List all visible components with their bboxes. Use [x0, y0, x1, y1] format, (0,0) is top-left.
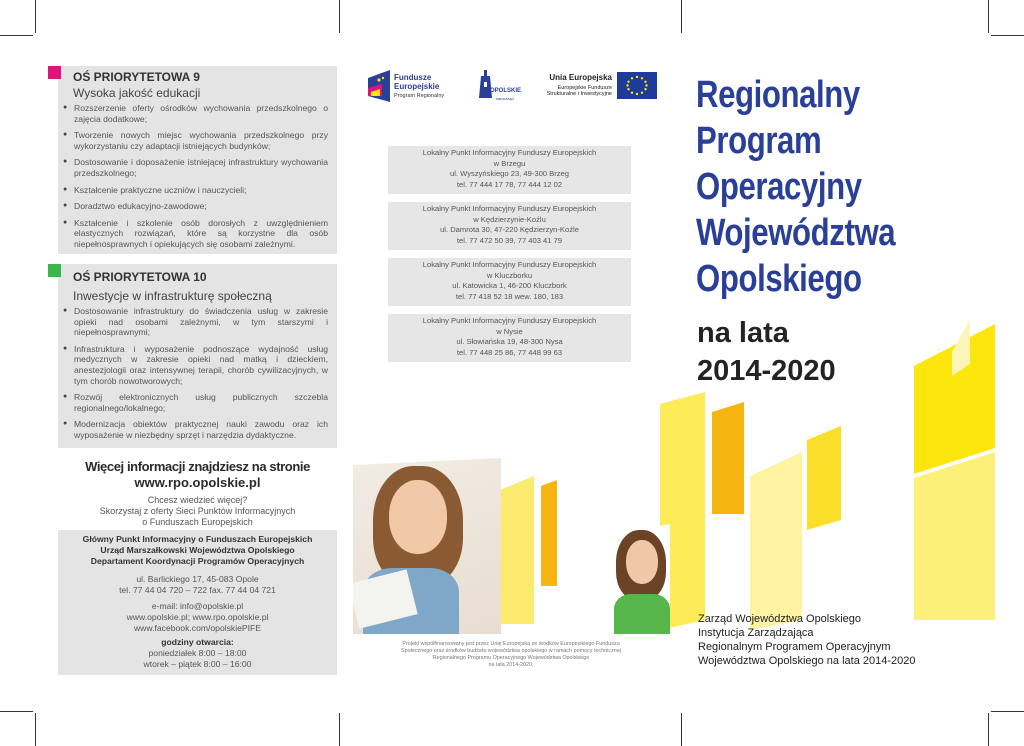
list-item: ● Kształcenie i szkolenie osób dorosłych z uwzględnieniem elastycznych rozwiązań, które są korzystne dla osób niepełnosprawnych i opiekujących się osobami zależnymi. — [63, 218, 328, 250]
ue-logo-line1: Unia Europejska — [549, 73, 612, 82]
tower-icon — [476, 68, 496, 100]
local-point-city: w Brzegu — [493, 158, 526, 168]
yellow-parallelogram — [914, 324, 995, 474]
title-line: Województwa — [696, 212, 896, 254]
fe-logo-line3: Program Regionalny — [394, 93, 445, 99]
years-line: 2014-2020 — [697, 355, 836, 387]
ue-logo-line3: Strukturalne i Inwestycyjne — [546, 91, 612, 97]
main-point-line2: Urząd Marszałkowski Województwa Opolskiego — [100, 545, 295, 555]
light-yellow-parallelogram — [750, 452, 802, 630]
local-point-title: Lokalny Punkt Informacyjny Funduszy Europejskich — [422, 148, 597, 157]
yellow-parallelogram — [807, 426, 841, 530]
offer-text: Skorzystaj z oferty Sieci Punktów Informacyjnych — [99, 506, 296, 516]
list-item: ● Dostosowanie infrastruktury do świadczenia usług w zakresie opieki nad osobami zależnymi, w tym starszymi i niepełnosprawnymi; — [63, 306, 328, 338]
fe-logo-line1: Fundusze — [394, 73, 432, 82]
opening-hours-2: wtorek – piątek 8:00 – 16:00 — [143, 659, 252, 669]
program-title — [696, 72, 895, 302]
crop-mark — [35, 0, 36, 33]
more-info-heading: Więcej informacji znajdziesz na stronie — [85, 459, 310, 474]
local-point-title: Lokalny Punkt Informacyjny Funduszy Europejskich — [422, 260, 597, 269]
want-know-text: Chcesz wiedzieć więcej? — [147, 495, 248, 505]
axis10-bullet-list — [63, 306, 328, 447]
photo-smiling-woman — [610, 524, 670, 634]
fe-logo-line2: Europejskie — [394, 82, 440, 91]
local-point-phone: tel. 77 472 50 39, 77 403 41 79 — [456, 235, 563, 245]
authority-line: Regionalnym Programem Operacyjnym — [698, 641, 891, 653]
opening-hours-1: poniedziałek 8:00 – 18:00 — [148, 648, 247, 658]
crop-mark — [988, 0, 989, 33]
local-point-city: w Kluczborku — [486, 270, 533, 280]
orange-parallelogram — [541, 480, 557, 586]
cofinance-note — [360, 641, 662, 669]
yellow-parallelogram — [914, 452, 995, 620]
yellow-parallelogram — [500, 476, 534, 624]
cofinance-line: Projekt współfinansowany jest przez Unię Europejską ze środków Europejskiego Funduszu — [402, 641, 620, 647]
fold-mark — [339, 713, 340, 746]
axis9-title: OŚ PRIORYTETOWA 9 — [73, 70, 200, 84]
website-link[interactable]: www.rpo.opolskie.pl — [134, 475, 261, 490]
ue-logo-line2: Europejskie Fundusze — [557, 85, 612, 91]
opening-hours-label: godziny otwarcia: — [161, 637, 234, 647]
axis9-bullet-list — [63, 103, 328, 256]
fe-logo — [368, 70, 468, 104]
eu-flag-icon — [617, 72, 657, 99]
years-line: na lata — [697, 317, 789, 349]
local-point-brzeg — [388, 146, 631, 194]
local-point-kedzierzyn — [388, 202, 631, 250]
local-point-address: ul. Słowiańska 19, 48-300 Nysa — [456, 337, 563, 346]
opolskie-logo-sub: samorząd — [496, 96, 514, 101]
list-item: ● Modernizacja obiektów praktycznej nauki zawodu oraz ich wyposażenie w niezbędny sprzęt i narzędzia dydaktyczne. — [63, 419, 328, 440]
local-point-address: ul. Damrota 30, 47-220 Kędzierzyn-Koźle — [440, 225, 579, 234]
managing-authority — [698, 612, 916, 668]
axis10-title: OŚ PRIORYTETOWA 10 — [73, 270, 207, 284]
local-point-phone: tel. 77 448 25 86, 77 448 99 63 — [456, 347, 563, 357]
main-point-line1: Główny Punkt Informacyjny o Funduszach Europejskich — [82, 534, 313, 544]
main-point-address: ul. Barlickiego 17, 45-083 Opole — [136, 574, 259, 584]
title-line: Program — [696, 120, 822, 162]
fold-mark — [681, 713, 682, 746]
program-years — [697, 314, 836, 390]
authority-line: Zarząd Województwa Opolskiego — [698, 613, 862, 625]
main-point-www[interactable]: www.opolskie.pl; www.rpo.opolskie.pl — [126, 612, 269, 622]
local-point-city: w Nysie — [496, 326, 523, 336]
axis10-square — [48, 264, 61, 277]
main-point-phone: tel. 77 44 04 720 – 722 fax. 77 44 04 721 — [119, 585, 276, 595]
list-item: ● Dostosowanie i doposażenie istniejącej infrastruktury wychowania przedszkolnego; — [63, 157, 328, 178]
opolskie-logo — [472, 68, 528, 106]
fold-mark — [339, 0, 340, 33]
title-line: Opolskiego — [696, 258, 862, 300]
local-point-address: ul. Wyszyńskiego 23, 49-300 Brzeg — [450, 169, 569, 178]
fe-flag-icon — [368, 70, 390, 102]
cofinance-line: na lata 2014-2020. — [488, 662, 534, 668]
offer-text-2: o Funduszach Europejskich — [142, 517, 253, 527]
crop-mark — [35, 713, 36, 746]
list-item: ● Infrastruktura i wyposażenie podnoszące wydajność usług medycznych w zakresie opieki nad matką i dzieckiem, anestezjologii oraz intensywnej terapii, chorób cywilizacyjnych, w tym chorób nowotworowych; — [63, 344, 328, 386]
authority-line: Instytucja Zarządzająca — [698, 627, 814, 639]
crop-mark — [0, 711, 33, 712]
axis9-subtitle: Wysoka jakość edukacji — [73, 86, 201, 100]
list-item: ● Rozszerzenie oferty ośrodków wychowania przedszkolnego o zajęcia dodatkowe; — [63, 103, 328, 124]
crop-mark — [0, 35, 33, 36]
crop-mark — [991, 35, 1024, 36]
crop-mark — [991, 711, 1024, 712]
axis10-subtitle: Inwestycje w infrastrukturę społeczną — [73, 289, 272, 303]
list-item: ● Tworzenie nowych miejsc wychowania przedszkolnego przy wykorzystaniu czy adaptacji istniejących budynków; — [63, 130, 328, 151]
main-point-line3: Departament Koordynacji Programów Operacyjnych — [90, 556, 305, 566]
axis9-square — [48, 66, 61, 79]
title-line: Regionalny — [696, 74, 860, 116]
list-item: ● Kształcenie praktyczne uczniów i nauczycieli; — [63, 185, 328, 196]
orange-parallelogram — [712, 402, 744, 514]
local-point-address: ul. Katowicka 1, 46-200 Kluczbork — [452, 281, 567, 290]
title-line: Operacyjny — [696, 166, 862, 208]
local-point-kluczbork — [388, 258, 631, 306]
list-item: ● Doradztwo edukacyjno-zawodowe; — [63, 201, 328, 212]
local-point-phone: tel. 77 444 17 78, 77 444 12 02 — [456, 179, 563, 189]
local-point-phone: tel. 77 418 52 18 wew. 180, 183 — [455, 291, 564, 301]
authority-line: Województwa Opolskiego na lata 2014-2020 — [698, 655, 916, 667]
local-point-title: Lokalny Punkt Informacyjny Funduszy Europejskich — [422, 316, 597, 325]
fold-mark — [681, 0, 682, 33]
crop-mark — [988, 713, 989, 746]
opolskie-logo-text: OPOLSKIE — [490, 88, 522, 94]
photo-girl-with-book — [353, 458, 501, 634]
main-point-email[interactable]: e-mail: info@opolskie.pl — [151, 601, 244, 611]
list-item: ● Rozwój elektronicznych usług publicznych szczebla regionalnego/lokalnego; — [63, 392, 328, 413]
cofinance-line: Społecznego oraz środków budżetu województwa opolskiego w ramach pomocy technicznej — [401, 648, 621, 654]
cofinance-line: Regionalnego Programu Operacyjnego Województwa Opolskiego — [432, 655, 590, 661]
local-point-title: Lokalny Punkt Informacyjny Funduszy Europejskich — [422, 204, 597, 213]
ue-logo-text — [530, 73, 612, 97]
main-point-facebook[interactable]: www.facebook.com/opolskiePIFE — [133, 623, 262, 633]
local-point-city: w Kędzierzynie-Koźlu — [473, 214, 546, 224]
